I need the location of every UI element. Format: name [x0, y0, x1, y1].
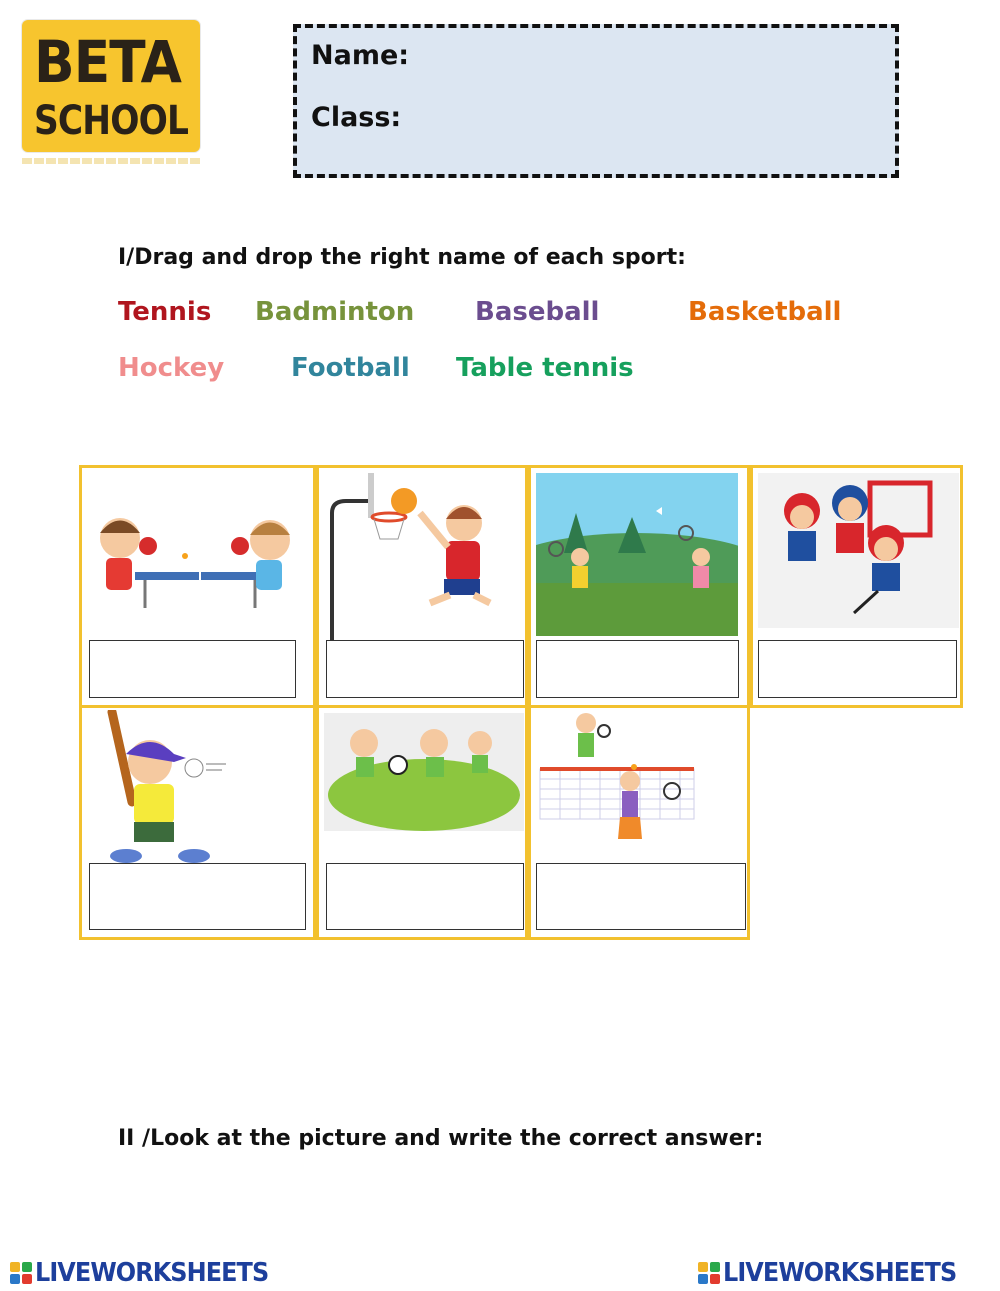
answer-drop-box[interactable] [89, 863, 306, 930]
football-illustration-icon [324, 713, 524, 831]
answer-drop-box[interactable] [326, 863, 524, 930]
hockey-illustration-icon [758, 473, 959, 628]
blocks-icon [10, 1262, 32, 1284]
answer-drop-box[interactable] [536, 640, 739, 698]
picture-cell [316, 465, 528, 708]
answer-drop-box[interactable] [536, 863, 746, 930]
word-tennis[interactable]: Tennis [118, 297, 212, 327]
blocks-icon [698, 1262, 720, 1284]
word-football[interactable]: Football [291, 353, 410, 383]
student-info-box [293, 24, 899, 178]
liveworksheets-logo-right [698, 1258, 977, 1288]
liveworksheets-logo-left [10, 1258, 289, 1288]
brand-text: LIVEWORKSHEETS [35, 1258, 269, 1288]
word-badminton[interactable]: Badminton [255, 297, 415, 327]
answer-drop-box[interactable] [326, 640, 524, 698]
word-hockey[interactable]: Hockey [118, 353, 225, 383]
beta-school-logo [22, 20, 200, 152]
name-label: Name: [311, 40, 410, 71]
basketball-illustration-icon [324, 473, 524, 643]
answer-drop-box[interactable] [89, 640, 296, 698]
picture-cell [79, 705, 316, 940]
picture-cell [316, 705, 528, 940]
picture-cell [528, 465, 750, 708]
picture-cell [528, 705, 750, 940]
tennis-illustration-icon [536, 711, 696, 859]
word-basketball[interactable]: Basketball [688, 297, 842, 327]
badminton-illustration-icon [536, 473, 738, 636]
answer-drop-box[interactable] [758, 640, 957, 698]
logo-strip [22, 158, 200, 164]
section1-instruction: I/Drag and drop the right name of each sport: [118, 245, 686, 270]
picture-cell [750, 465, 963, 708]
class-label: Class: [311, 102, 402, 133]
picture-cell [79, 465, 316, 708]
brand-text: LIVEWORKSHEETS [723, 1258, 957, 1288]
logo-line1: BETA [34, 28, 181, 96]
word-baseball[interactable]: Baseball [475, 297, 600, 327]
logo-line2: SCHOOL [34, 98, 189, 144]
section2-instruction: II /Look at the picture and write the correct answer: [118, 1126, 764, 1151]
baseball-illustration-icon [90, 710, 310, 865]
table-tennis-illustration-icon [90, 508, 310, 618]
word-table-tennis[interactable]: Table tennis [456, 353, 634, 383]
